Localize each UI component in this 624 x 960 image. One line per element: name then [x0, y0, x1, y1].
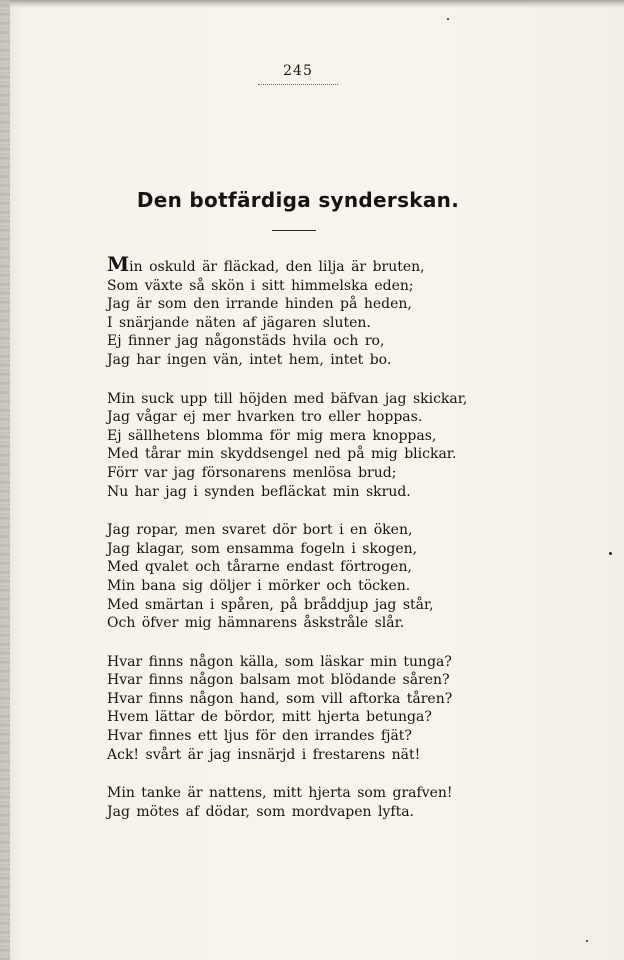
poem-line: Min bana sig döljer i mörker och töcken.	[107, 577, 411, 594]
stanza	[107, 521, 507, 633]
poem-body	[107, 252, 507, 841]
paper-speck	[447, 18, 449, 20]
poem-line: Jag ropar, men svaret dör bort i en öken,	[107, 522, 413, 539]
poem-line: Jag har ingen vän, intet hem, intet bo.	[107, 351, 392, 368]
poem-line: Hvar finns någon hand, som vill aftorka tåren?	[107, 690, 453, 707]
poem-line: I snärjande näten af jägaren sluten.	[107, 314, 371, 331]
title-divider	[272, 230, 316, 231]
stanza	[107, 252, 507, 370]
poem-line: Ack! svårt är jag insnärjd i frestarens nät!	[107, 746, 421, 763]
poem-line: Med qvalet och tårarne endast förtrogen,	[107, 559, 412, 576]
page-top-edge	[0, 0, 624, 8]
poem-line: Hvar finns någon balsam mot blödande såren?	[107, 672, 450, 689]
poem-line	[107, 252, 507, 277]
poem-line: Jag mötes af dödar, som mordvapen lyfta.	[107, 803, 415, 820]
poem-line: Jag är som den irrande hinden på heden,	[107, 296, 412, 313]
poem-line: Förr var jag försonarens menlösa brud;	[107, 464, 397, 481]
poem-line: Hvar finns någon källa, som läskar min tunga?	[107, 653, 452, 670]
poem-line: Ej finner jag någonstäds hvila och ro,	[107, 333, 385, 350]
stanza	[107, 784, 507, 821]
drop-initial: M	[107, 252, 130, 276]
poem-line: Min tanke är nattens, mitt hjerta som grafven!	[107, 785, 453, 802]
poem-line: Jag klagar, som ensamma fogeln i skogen,	[107, 540, 418, 557]
stanza	[107, 653, 507, 765]
poem-line: Nu har jag i synden befläckat min skrud.	[107, 483, 411, 500]
paper-speck	[609, 552, 612, 555]
poem-line: Jag vågar ej mer hvarken tro eller hoppas.	[107, 409, 423, 426]
page-number-rule	[258, 84, 338, 85]
poem-line: Med tårar min skyddsengel ned på mig blickar.	[107, 446, 457, 463]
poem-line: Min suck upp till höjden med bäfvan jag skickar,	[107, 390, 468, 407]
poem-line: Ej sällhetens blomma för mig mera knoppas,	[107, 427, 437, 444]
poem-title: Den botfärdiga synderskan.	[136, 188, 460, 212]
poem-line: Och öfver mig hämnarens åskstråle slår.	[107, 615, 405, 632]
stanza	[107, 390, 507, 502]
poem-line: Som växte så skön i sitt himmelska eden;	[107, 277, 414, 294]
paper-speck	[586, 940, 588, 942]
poem-line-text: in oskuld är fläckad, den lilja är bruten,	[129, 259, 425, 275]
page-number: 245	[283, 63, 313, 79]
poem-line: Hvem lättar de bördor, mitt hjerta betunga?	[107, 709, 432, 726]
poem-line: Hvar finnes ett ljus för den irrandes fjät?	[107, 728, 412, 745]
poem-line: Med smärtan i spåren, på bråddjup jag står,	[107, 596, 434, 613]
page-binding-edge	[0, 0, 10, 960]
